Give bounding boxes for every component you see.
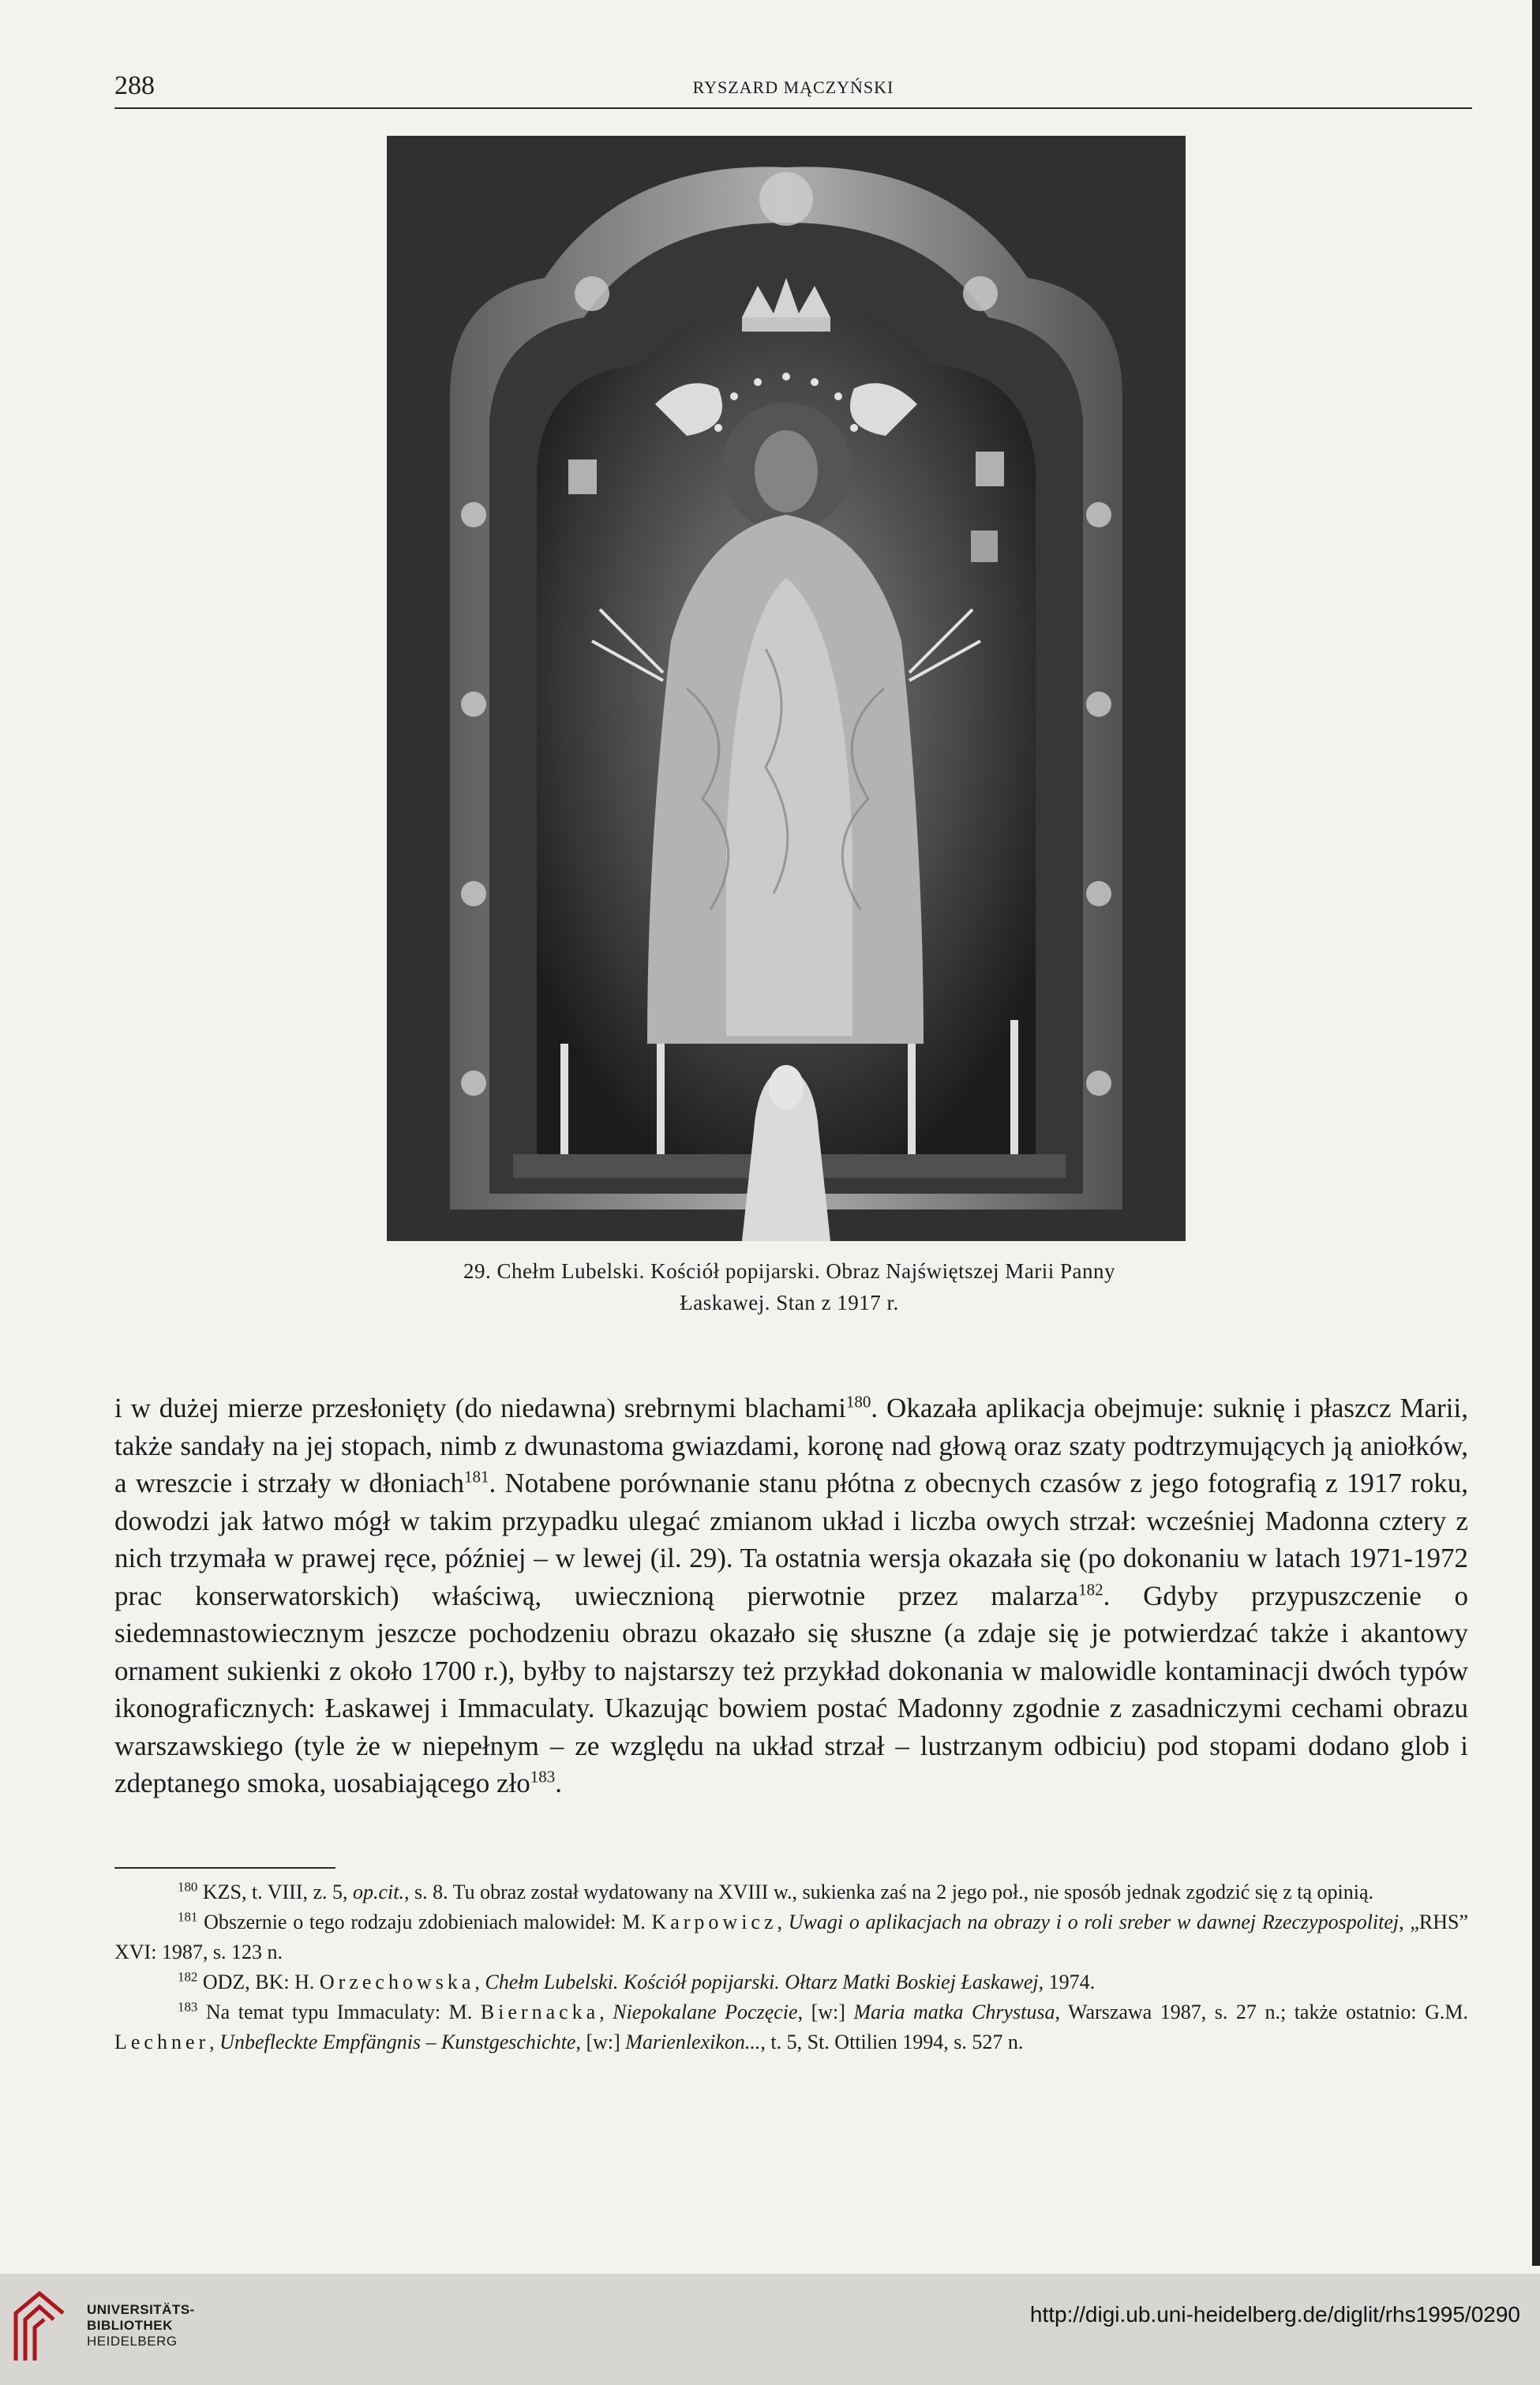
- source-url-link[interactable]: http://digi.ub.uni-heidelberg.de/diglit/rhs1995/0290: [1029, 2302, 1520, 2327]
- footnote-italic: Maria matka Chrystusa: [853, 2001, 1055, 2023]
- body-text-2: . Okazała aplikacja obejmuje: suknię i płaszcz Marii, także sandały na jej stopach, nimb z dwunastoma gwiazdami, koronę nad głową oraz szaty podtrzymujących ją aniołków, a wreszcie i strzały w dłoniach: [114, 1393, 1468, 1498]
- footnote-text: , s. 8. Tu obraz został wydatowany na XVIII w., sukienka zaś na 2 jego poł., nie sposób jednak zgodzić się z tą opinią.: [404, 1881, 1373, 1903]
- library-logo-icon[interactable]: [8, 2289, 71, 2365]
- caption-line-2: Łaskawej. Stan z 1917 r.: [680, 1291, 899, 1314]
- scan-edge: [1532, 0, 1540, 2266]
- library-name-line: HEIDELBERG: [87, 2334, 178, 2349]
- footnote-number: 182: [178, 1969, 198, 1985]
- footnote-ref[interactable]: 183: [530, 1767, 556, 1787]
- figure-caption: [395, 1255, 1184, 1318]
- body-text-3: . Notabene porównanie stanu płótna z obecnych czasów z jego fotografią z 1917 roku, dowodzi jak łatwo mógł w takim przypadku ulegać zmianom układ i liczba owych strzał: wcześniej Madonna cztery z nich trzymała w prawej ręce, później – w lewej (il. 29). Ta ostatnia wersja okazała się (po dokonaniu w latach 1971-1972 prac konserwatorskich) właściwą, uwiecznioną pierwotnie przez malarza: [114, 1468, 1469, 1611]
- caption-line-1: 29. Chełm Lubelski. Kościół popijarski. Obraz Najświętszej Marii Panny: [463, 1259, 1116, 1283]
- running-title: RYSZARD MĄCZYŃSKI: [692, 77, 894, 97]
- body-text-4: . Gdyby przypuszczenie o siedemnastowiecznym jeszcze pochodzeniu obrazu okazało się słuszne (a zdaje się je potwierdzać także i akantowy ornament sukienki z około 1700 r.), byłby to najstarszy też przykład dokonania w malowidle kontaminacji dwóch typów ikonograficznych: Łaskawej i Immaculaty. Ukazując bowiem postać Madonny zgodnie z zasadniczymi cechami obrazu warszawskiego (tyle że w niepełnym – ze względu na układ strzał – lustrzanym odbiciu) pod stopami dodano glob i zdeptanego smoka, uosabiającego zło: [114, 1580, 1469, 1798]
- library-name-line: BIBLIOTHEK: [87, 2318, 173, 2333]
- page-number: 288: [114, 71, 155, 100]
- footnote-ref[interactable]: 181: [464, 1467, 489, 1487]
- footnote-183: $^{183}$ Na temat typu Immaculaty: M. Biernacka, Niepokalane Poczęcie, [w:] Maria matka Chrystusa, Warszawa 1987, s. 27 n.; także ostatnio: G.M. Lechner, Unbefleckte Empfängnis – Kunstgeschichte, [w:] Marienlexikon..., t. 5, St. Ottilien 1994, s. 527 n.: [114, 1999, 1469, 2053]
- footnote-author: Biernacka: [480, 2001, 600, 2023]
- running-head: [114, 69, 1472, 109]
- footnote-italic: op.cit.: [353, 1881, 405, 1903]
- footnote-number: 183: [178, 1999, 198, 2015]
- footnote-text: , „RHS” XVI: 1987, s. 123 n.: [114, 1911, 1469, 1963]
- library-name-line: UNIVERSITÄTS-: [87, 2302, 195, 2317]
- footnote-180: [114, 1877, 1468, 1907]
- figure-photograph: [387, 136, 1186, 1241]
- footnote-italic: Chełm Lubelski. Kościół popijarski. Ołtarz Matki Boskiej Łaskawej: [485, 1971, 1039, 1993]
- body-text-5: .: [555, 1768, 562, 1798]
- footnote-text: , 1974.: [1038, 1971, 1096, 1993]
- footnote-italic: Niepokalane Poczęcie: [613, 2001, 798, 2023]
- footnote-181: $^{181}$ Obszernie o tego rodzaju zdobieniach malowideł: M. Karpowicz, Uwagi o aplikacjach na obrazy i o roli sreber w dawnej Rzeczypospolitej, „RHS” XVI: 1987, s. 123 n.: [114, 1909, 1469, 1963]
- body-text-1: i w dużej mierze przesłonięty (do niedawna) srebrnymi blachami: [114, 1393, 846, 1423]
- footnote-text: Na temat typu Immaculaty: M.: [205, 2001, 481, 2023]
- footnote-italic: Marienlexikon...: [625, 2031, 761, 2053]
- footnote-author: Orzechowska: [319, 1971, 475, 1993]
- footnote-italic: Uwagi o aplikacjach na obrazy i o roli sreber w dawnej Rzeczypospolitej: [788, 1911, 1399, 1933]
- altar-photograph: [387, 136, 1186, 1241]
- library-name: [87, 2302, 195, 2349]
- footnote-author: Karpowicz: [651, 1911, 777, 1933]
- footnote-text: ODZ, BK: H.: [202, 1971, 320, 1993]
- footnote-182: $^{182}$ ODZ, BK: H. Orzechowska, Chełm Lubelski. Kościół popijarski. Ołtarz Matki Boskiej Łaskawej, 1974.: [178, 1969, 1096, 1993]
- footnote-number: 180: [178, 1879, 198, 1895]
- footnote-number: 181: [178, 1909, 198, 1925]
- footnote-text: , t. 5, St. Ottilien 1994, s. 527 n.: [760, 2031, 1024, 2053]
- footnote-ref[interactable]: 180: [845, 1392, 871, 1412]
- body-paragraph: [114, 1389, 1468, 1802]
- footnote-author: Lechner: [114, 2031, 210, 2053]
- digitization-footer: [0, 2274, 1540, 2385]
- footnote-text: KZS, t. VIII, z. 5,: [202, 1881, 354, 1903]
- footnote-text: , [w:]: [797, 2001, 854, 2023]
- footnote-italic: Unbefleckte Empfängnis – Kunstgeschichte: [219, 2031, 576, 2053]
- footnote-text: , [w:]: [575, 2031, 626, 2053]
- footnotes: [114, 1877, 1468, 2057]
- footnote-ref[interactable]: 182: [1078, 1579, 1103, 1599]
- footnote-text: , Warszawa 1987, s. 27 n.; także ostatnio: G.M.: [1055, 2001, 1469, 2023]
- footnote-text: Obszernie o tego rodzaju zdobieniach malowideł: M.: [204, 1911, 652, 1933]
- footnote-separator: [114, 1867, 335, 1869]
